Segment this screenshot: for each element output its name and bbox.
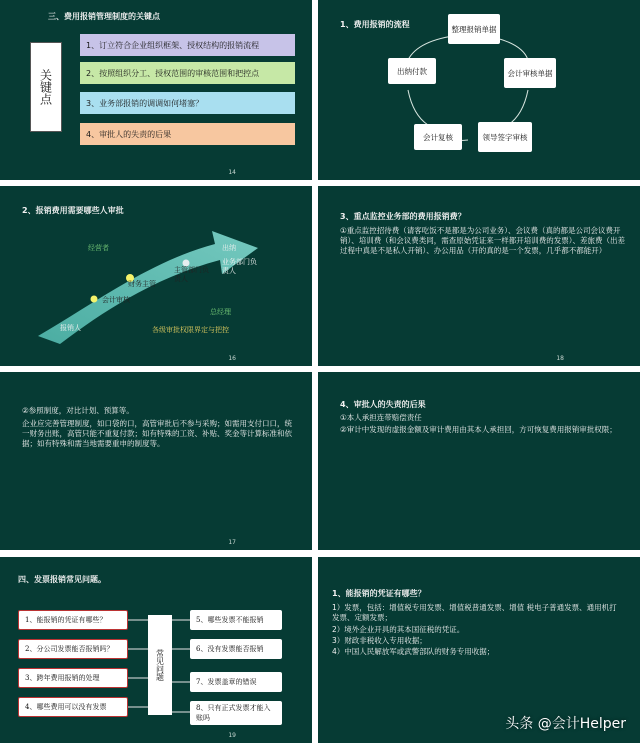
key-point-3: 3、业务部报销的调调如何堵塞？ bbox=[80, 92, 295, 114]
slide-business-expenses bbox=[318, 186, 640, 366]
line-2: 企业应完善管理制度，如口袋的口，高管审批后不参与采购；如需用支付口口，统一财务出账，高管只能不重复付款；如有特殊的工资、补贴、奖金等计算标准和依据；如有特殊和需当地需要重申的制度等。 bbox=[22, 419, 292, 449]
slide-approver-liability bbox=[318, 372, 640, 550]
key-point-4: 4、审批人的失责的后果 bbox=[80, 123, 295, 145]
key-point-1: 1、订立符合企业组织框架、授权结构的报销流程 bbox=[80, 34, 295, 56]
issue-8: 8、只有正式发票才能入账吗 bbox=[190, 701, 282, 725]
page-number: 17 bbox=[228, 539, 236, 546]
arrow-graphic bbox=[0, 186, 312, 366]
key-point-2: 2、按照组织分工、授权范围的审核范围和把控点 bbox=[80, 62, 295, 84]
center-label-box bbox=[148, 615, 172, 715]
issue-1: 1、能报销的凭证有哪些？ bbox=[18, 610, 128, 630]
center-label: 常见问题 bbox=[155, 649, 165, 681]
page-number: 19 bbox=[228, 732, 236, 739]
label-finance-head: 财务主管 bbox=[128, 280, 156, 288]
label-cashier: 出纳 bbox=[222, 244, 236, 252]
line-1: ①本人承担连带赔偿责任 bbox=[340, 413, 422, 422]
page-number: 14 bbox=[228, 169, 236, 176]
slide-title: 三、费用报销管理制度的关键点 bbox=[48, 12, 160, 21]
line-2: ②审计中发现的虚报金额及审计费用由其本人承担回，方可恢复费用报销审批权限； bbox=[340, 425, 617, 434]
watermark: 头条 @会计Helper bbox=[505, 716, 626, 732]
slide-reimburse-flow bbox=[318, 0, 640, 180]
label-manager: 经营者 bbox=[88, 244, 109, 252]
slide-title: 2、报销费用需要哪些人审批 bbox=[22, 206, 124, 215]
issue-3: 3、跨年费用报销的处理 bbox=[18, 668, 128, 688]
paragraph: ①重点监控招待费（请客吃饭不是都是为公司业务）、会议费（真的都是公司会议费开销）、培训费（和会议费类同，需查原始凭证来一样都开培训费的发票）、差旅费（出差过程中真是不是私人开销）、办公用品（开的真的是一个发票，几乎都不都能开） bbox=[340, 226, 625, 256]
voucher-line-3: 3）财政非税收入专用收据； bbox=[332, 636, 427, 645]
issue-6: 6、没有发票能否报销 bbox=[190, 639, 282, 659]
flow-node-cashier: 出纳付款 bbox=[388, 58, 436, 84]
page-number: 16 bbox=[228, 355, 236, 362]
flow-node-audit: 会计审核单据 bbox=[504, 58, 556, 88]
slide-compare-budget bbox=[0, 372, 312, 550]
issue-7: 7、发票盖章的错误 bbox=[190, 672, 282, 692]
voucher-line-1: 1）发票，包括：增值税专用发票、增值税普通发票、增值 税电子普通发票、通用机打发票、定额发票； bbox=[332, 603, 617, 623]
issue-4: 4、哪些费用可以没有发票 bbox=[18, 697, 128, 717]
flow-node-recheck: 会计复核 bbox=[414, 124, 462, 150]
page-number: 18 bbox=[556, 355, 564, 362]
slide-title: 3、重点监控业务部的费用报销费？ bbox=[340, 212, 466, 221]
slide-invoice-issues bbox=[0, 557, 312, 743]
slide-key-points bbox=[0, 0, 312, 180]
label-gm: 总经理 bbox=[210, 308, 231, 316]
flow-node-leader-sign: 领导签字审核 bbox=[478, 122, 532, 152]
slide-approvers bbox=[0, 186, 312, 366]
label-dept-head: 主管部门负责人 bbox=[174, 266, 209, 284]
voucher-line-4: 4）中国人民解放军或武警部队的财务专用收据； bbox=[332, 647, 495, 656]
slide-title: 四、发票报销常见问题。 bbox=[18, 575, 106, 584]
slide-title: 1、能报销的凭证有哪些？ bbox=[332, 589, 426, 598]
label-claimant: 报销人 bbox=[60, 324, 81, 332]
slide-title: 1、费用报销的流程 bbox=[340, 20, 410, 29]
voucher-line-2: 2）境外企业开具的其本国征税的凭证。 bbox=[332, 625, 465, 634]
issue-2: 2、分公司发票能否报销吗？ bbox=[18, 639, 128, 659]
label-accountant: 会计审核 bbox=[102, 296, 130, 304]
label-biz-head: 业务部门负责人 bbox=[222, 258, 257, 276]
side-label-box bbox=[30, 42, 62, 132]
line-1: ②参照制度，对比计划、预算等。 bbox=[22, 406, 134, 415]
slide-title: 4、审批人的失责的后果 bbox=[340, 400, 426, 409]
note: 各级审批权限界定与把控 bbox=[152, 326, 229, 334]
side-label: 关键点 bbox=[38, 69, 53, 105]
slide-valid-vouchers bbox=[318, 557, 640, 743]
flow-node-organize: 整理报销单据 bbox=[448, 14, 500, 44]
issue-5: 5、哪些发票不能报销 bbox=[190, 610, 282, 630]
